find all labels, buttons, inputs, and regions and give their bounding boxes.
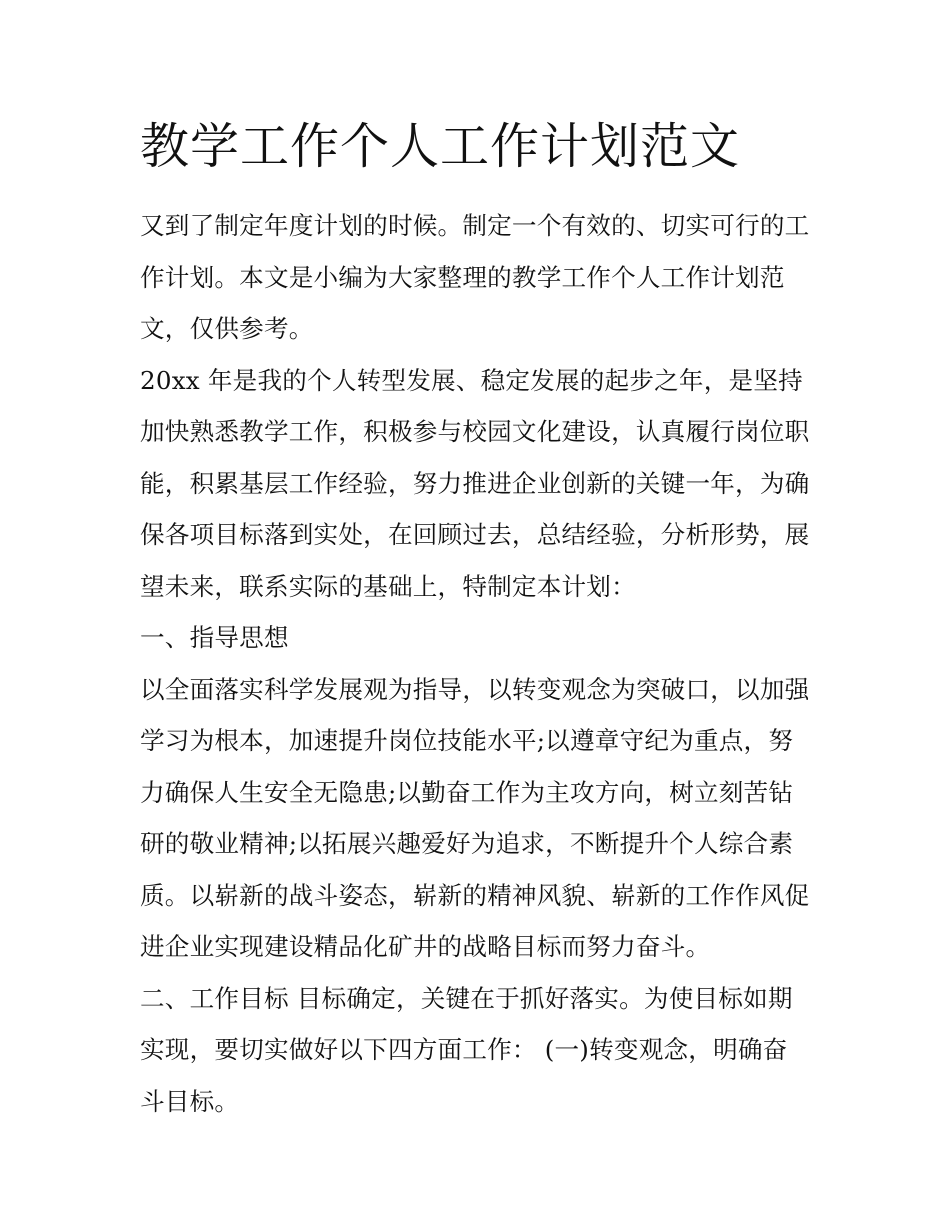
paragraph-line: 进企业实现建设精品化矿井的战略目标而努力奋斗。 xyxy=(140,932,711,961)
section-heading: 二、工作目标 目标确定，关键在于抓好落实。为使目标如期 xyxy=(140,983,793,1013)
document-title: 教学工作个人工作计划范文 xyxy=(140,118,741,175)
paragraph-line: 能，积累基层工作经验，努力推进企业创新的关键一年，为确 xyxy=(140,468,810,498)
paragraph-line: 以全面落实科学发展观为指导，以转变观念为突破口，以加强 xyxy=(140,674,810,704)
paragraph-line: 研的敬业精神;以拓展兴趣爱好为追求，不断提升个人综合素 xyxy=(140,829,794,858)
paragraph-line: 质。以崭新的战斗姿态，崭新的精神风貌、崭新的工作作风促 xyxy=(140,880,810,910)
paragraph-line: 斗目标。 xyxy=(140,1086,240,1116)
paragraph-line: 力确保人生安全无隐患;以勤奋工作为主攻方向，树立刻苦钻 xyxy=(140,777,794,807)
paragraph-line: 20xx 年是我的个人转型发展、稳定发展的起步之年，是坚持 xyxy=(140,365,803,395)
document-body xyxy=(140,112,820,1127)
paragraph-line: 望未来，联系实际的基础上，特制定本计划： xyxy=(140,571,636,601)
paragraph-line: 加快熟悉教学工作，积极参与校园文化建设，认真履行岗位职 xyxy=(140,417,810,446)
paragraph-line: 又到了制定年度计划的时候。制定一个有效的、切实可行的工 xyxy=(140,211,810,240)
paragraph-line: 文，仅供参考。 xyxy=(140,314,314,343)
paragraph-line: 作计划。本文是小编为大家整理的教学工作个人工作计划范 xyxy=(140,262,785,292)
paragraph-line: 学习为根本，加速提升岗位技能水平;以遵章守纪为重点，努 xyxy=(140,726,794,755)
paragraph-line: 实现，要切实做好以下四方面工作： (一)转变观念，明确奋 xyxy=(140,1035,788,1064)
section-heading: 一、指导思想 xyxy=(140,623,289,652)
paragraph-line: 保各项目标落到实处，在回顾过去，总结经验，分析形势，展 xyxy=(140,520,810,549)
